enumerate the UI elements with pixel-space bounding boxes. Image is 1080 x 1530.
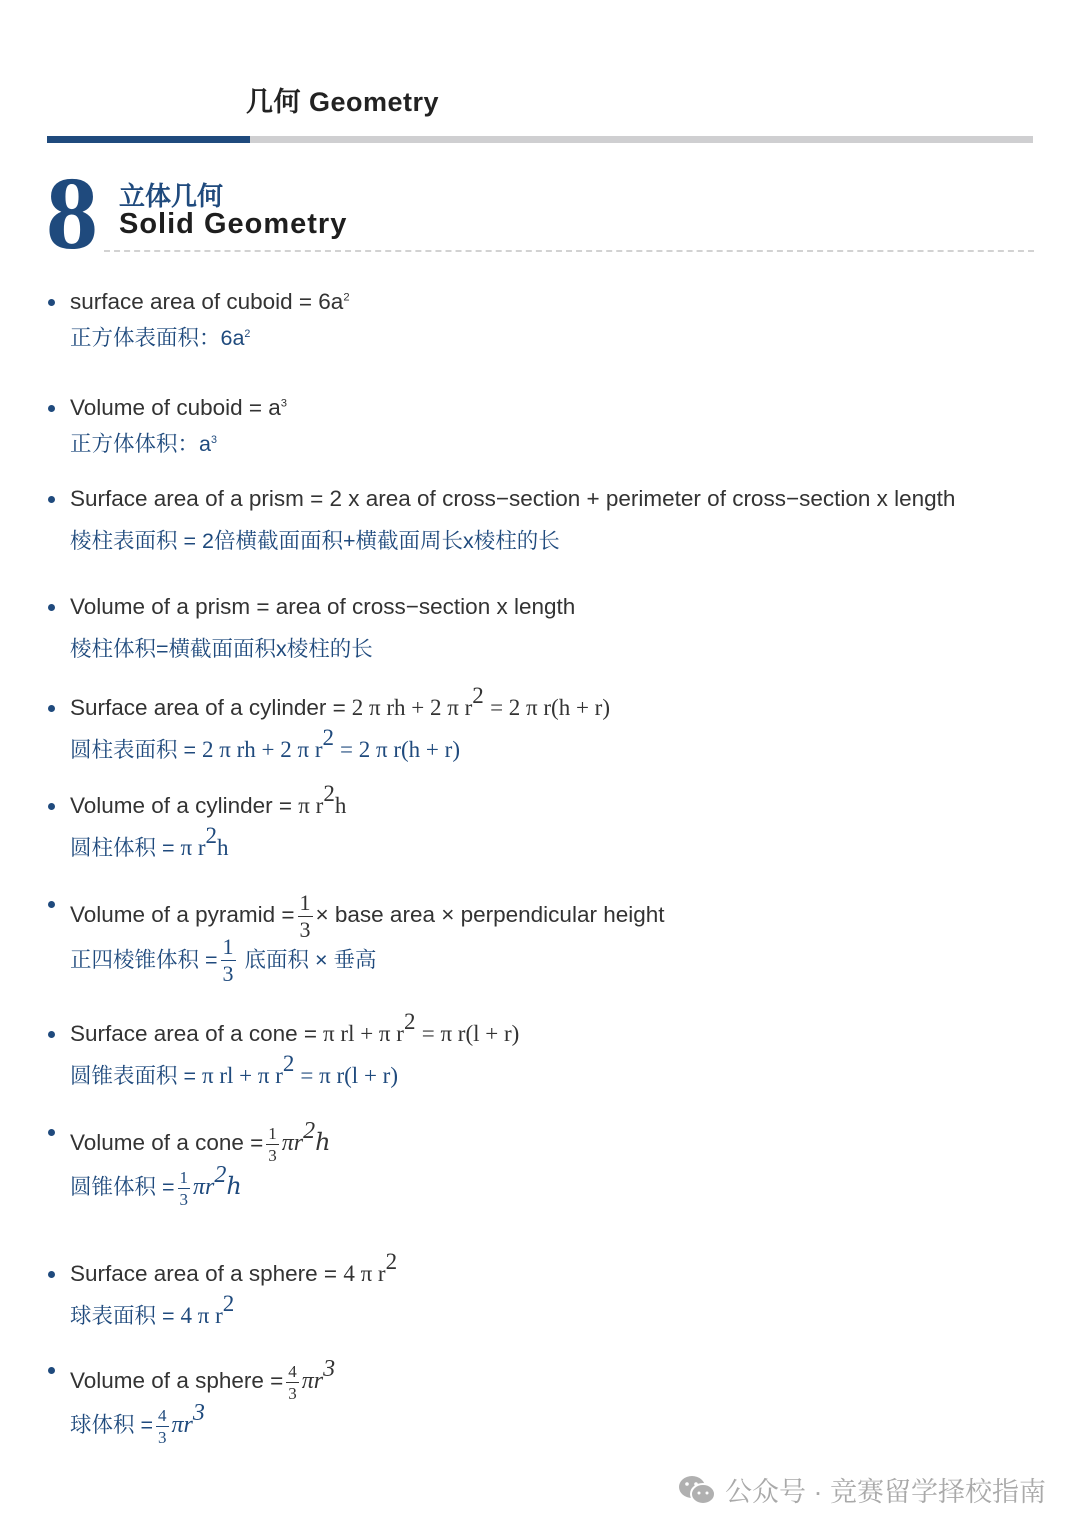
- formula-cn: [46, 1291, 397, 1330]
- exponent: 3: [192, 1400, 205, 1427]
- fraction-numerator: 4: [158, 1405, 167, 1425]
- formula-en-text: Volume of a cone =: [70, 1130, 264, 1155]
- formula-item-cone-surface: [46, 1009, 520, 1090]
- formula-en-text: Surface area of a cone =: [70, 1021, 318, 1046]
- exponent: 2: [244, 327, 251, 340]
- fraction: [298, 889, 313, 942]
- exponent: 2: [303, 1117, 316, 1144]
- fraction-denominator: 3: [268, 1145, 277, 1165]
- formula-cn: [46, 725, 610, 764]
- formula-en: Volume of a prism = area of cross−section x length: [46, 593, 575, 621]
- formula-en-text: surface area of cuboid = 6a: [70, 289, 344, 314]
- exponent: 2: [205, 823, 218, 849]
- formula-item-sphere-surface: [46, 1249, 398, 1330]
- fraction-numerator: 1: [268, 1123, 277, 1143]
- formula-item-cuboid-surface: [46, 288, 350, 352]
- formula-math: h: [334, 793, 347, 818]
- fraction-numerator: 1: [299, 889, 311, 915]
- formula-cn-text: 底面积 × 垂高: [244, 947, 377, 972]
- formula-math: πr: [171, 1412, 193, 1438]
- formula-math: π rl + π r: [202, 1063, 283, 1088]
- formula-item-sphere-volume: [46, 1356, 335, 1450]
- formula-cn-text: 圆锥表面积 =: [70, 1064, 197, 1088]
- formula-cn: 棱柱表面积 = 2倍横截面面积+横截面周长x棱柱的长: [70, 529, 560, 553]
- formula-math: 2 π rh + 2 π r: [351, 695, 473, 720]
- formula-cn-text: 球表面积 =: [70, 1304, 175, 1328]
- wechat-icon: [677, 1474, 717, 1506]
- formula-math: = 2 π r(h + r): [340, 737, 460, 762]
- exponent: 2: [214, 1162, 227, 1189]
- formula-en: [46, 890, 665, 941]
- formula-cn: [46, 430, 287, 458]
- formula-math: π r: [298, 793, 324, 818]
- formula-math: π rl + π r: [323, 1021, 404, 1046]
- formula-en: [46, 288, 350, 316]
- exponent: 2: [323, 781, 335, 807]
- formula-math: = π r(l + r): [421, 1021, 520, 1046]
- formula-cn: 棱柱体积=横截面面积x棱柱的长: [70, 637, 373, 661]
- formula-cn-text: 正四棱锥体积 =: [70, 947, 218, 972]
- fraction-denominator: 3: [179, 1189, 189, 1209]
- exponent: 2: [343, 291, 350, 304]
- formula-math: ℎ: [226, 1174, 242, 1200]
- formula-cn-text: 正方体体积：a: [70, 432, 211, 456]
- formula-en: [46, 781, 347, 820]
- exponent: 2: [403, 1009, 416, 1035]
- formula-en: [46, 1009, 520, 1048]
- formula-cn-text: 球体积 =: [70, 1413, 154, 1437]
- section-dashed-rule: [104, 250, 1034, 252]
- footer-watermark: [677, 1470, 1046, 1509]
- formula-math: = 2 π r(h + r): [490, 695, 611, 720]
- formula-math: πr: [193, 1174, 215, 1200]
- formula-en: [46, 394, 287, 422]
- fraction: [156, 1407, 169, 1446]
- section-number: 8: [46, 156, 98, 271]
- fraction: [266, 1125, 279, 1164]
- fraction-denominator: 3: [299, 916, 311, 942]
- formula-en: Surface area of a prism = 2 x area of cross−section + perimeter of cross−section x length: [46, 485, 955, 513]
- formula-math: ℎ: [315, 1130, 331, 1156]
- formula-en: [46, 1249, 398, 1288]
- exponent: 2: [472, 683, 484, 709]
- formula-item-prism-volume: [46, 593, 575, 663]
- fraction-denominator: 3: [288, 1383, 297, 1403]
- exponent: 3: [323, 1355, 336, 1382]
- footer-text: 公众号 · 竞赛留学择校指南: [725, 1477, 1046, 1507]
- exponent: 3: [210, 433, 217, 446]
- formula-math: = π r(l + r): [300, 1063, 398, 1088]
- formula-cn: [46, 1162, 331, 1212]
- formula-cn-text: 圆柱体积 =: [70, 836, 175, 860]
- formula-en-text: Volume of a cylinder =: [70, 793, 293, 818]
- page-header-title: 几何 Geometry: [246, 87, 440, 117]
- exponent: 2: [385, 1249, 398, 1275]
- formula-math: 4 π r: [343, 1261, 386, 1286]
- formula-math: πr: [301, 1368, 324, 1394]
- fraction: [286, 1363, 299, 1402]
- fraction-numerator: 1: [179, 1167, 189, 1187]
- fraction: [178, 1169, 191, 1208]
- exponent: 2: [322, 725, 335, 751]
- formula-item-cuboid-volume: [46, 394, 287, 458]
- formula-en-text: Surface area of a cylinder =: [70, 695, 346, 720]
- formula-math: h: [217, 835, 229, 860]
- formula-cn-text: 正方体表面积：6a: [70, 326, 245, 350]
- formula-en-text: × base area × perpendicular height: [315, 902, 665, 927]
- formula-en: [46, 1356, 335, 1406]
- formula-math: 4 π r: [180, 1303, 223, 1328]
- formula-math: πr: [281, 1130, 304, 1156]
- formula-item-pyramid-volume: [46, 890, 665, 985]
- formula-cn-text: 圆锥体积 =: [70, 1175, 175, 1199]
- formula-cn: [46, 935, 665, 986]
- fraction-denominator: 3: [158, 1427, 167, 1447]
- formula-item-cone-volume: [46, 1118, 331, 1212]
- formula-cn: [46, 1051, 519, 1090]
- formula-math: π r: [180, 835, 206, 860]
- formula-cn: [46, 1400, 335, 1450]
- formula-en-text: Surface area of a sphere =: [70, 1261, 338, 1286]
- fraction-denominator: 3: [222, 961, 234, 987]
- formula-en-text: Volume of cuboid = a: [70, 395, 281, 420]
- formula-cn-text: 圆柱表面积 =: [70, 738, 197, 762]
- fraction: [221, 936, 236, 985]
- fraction-numerator: 1: [222, 934, 234, 960]
- exponent: 2: [282, 1051, 295, 1077]
- exponent: 2: [222, 1291, 235, 1317]
- header-divider-accent: [47, 136, 250, 143]
- formula-item-cylinder-surface: [46, 683, 611, 764]
- formula-item-prism-surface: [46, 485, 955, 555]
- formula-cn: [46, 823, 346, 862]
- formula-item-cylinder-volume: [46, 781, 347, 862]
- formula-en-text: Volume of a sphere =: [70, 1368, 284, 1393]
- formula-en: [46, 683, 611, 722]
- formula-cn: [46, 324, 350, 352]
- formula-en-text: Volume of a pyramid =: [70, 902, 295, 927]
- formula-en: [46, 1118, 331, 1168]
- formula-math: 2 π rh + 2 π r: [202, 737, 323, 762]
- exponent: 3: [280, 397, 288, 410]
- section-title-en: Solid Geometry: [119, 208, 348, 240]
- section-title-cn: 立体几何: [119, 181, 224, 211]
- fraction-numerator: 4: [288, 1361, 297, 1381]
